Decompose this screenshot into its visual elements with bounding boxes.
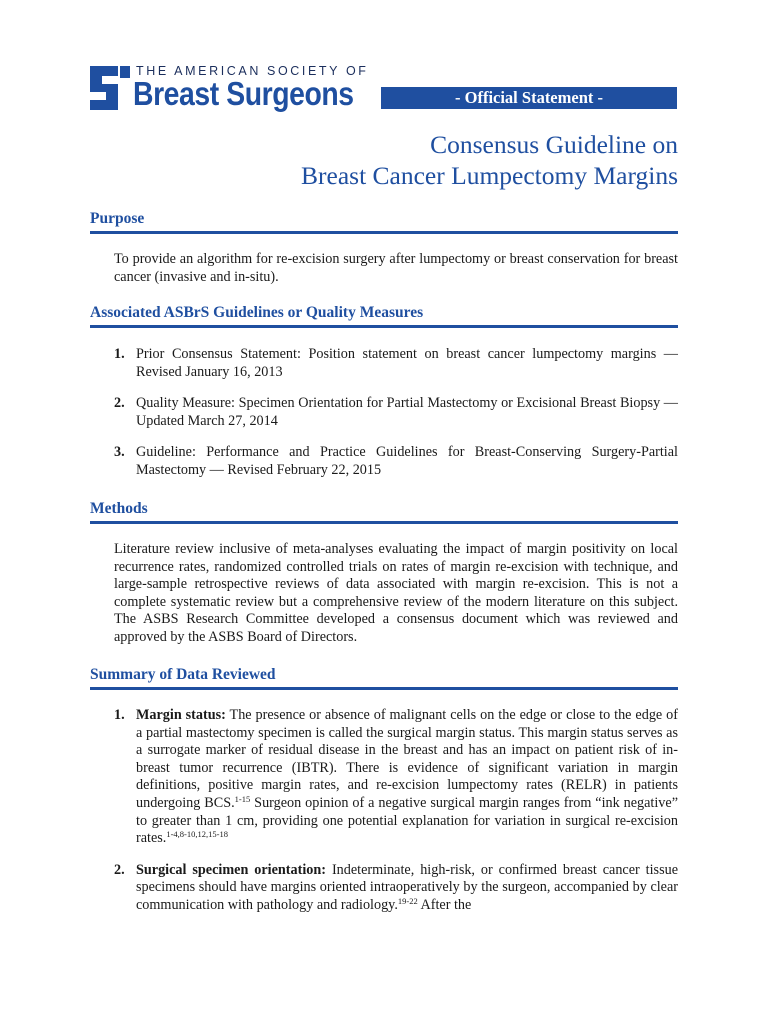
logo-org-line2: Breast Surgeons <box>133 75 354 112</box>
item-lead: Margin status: <box>136 707 226 723</box>
item-text: Quality Measure: Specimen Orientation for Partial Mastectomy or Excisional Breast Biopsy — Updated March 27, 2014 <box>136 395 678 429</box>
citation: 1-4,8-10,12,15-18 <box>166 829 228 840</box>
item-text: Indeterminate, high-risk, or confirmed breast cancer tissue specimens should have margins oriented intraoperatively by the surgeon, accompanied by clear communication with pathology and radiology. <box>136 861 678 913</box>
section-heading-associated: Associated ASBrS Guidelines or Quality Measures <box>90 304 678 328</box>
section-heading-summary: Summary of Data Reviewed <box>90 666 678 690</box>
item-text: Prior Consensus Statement: Position statement on breast cancer lumpectomy margins — Revised January 16, 2013 <box>136 346 678 380</box>
citation: 19-22 <box>397 895 418 906</box>
list-item <box>114 444 678 479</box>
item-number: 1. <box>114 346 125 362</box>
list-item <box>114 862 678 915</box>
item-text: The presence or absence of malignant cells on the edge or close to the edge of a partial mastectomy specimen is called the surgical margin status. This margin status serves as a surrogate marker of residual disease in the breast and has an impact on patient risk of in-breast tumor recurrence (IBTR). There is evidence of significant variation in margin definitions, positive margin rates, and re-excision lumpectomy rates (RELR) in patients undergoing BCS. <box>136 707 678 811</box>
title-line-1: Consensus Guideline on <box>430 130 678 159</box>
item-text: Guideline: Performance and Practice Guidelines for Breast-Conserving Surgery-Partial Mastectomy — Revised February 22, 2015 <box>136 444 678 478</box>
logo-org-line1: THE AMERICAN SOCIETY OF <box>136 64 369 78</box>
associated-list <box>114 346 678 480</box>
item-number: 1. <box>114 707 125 723</box>
document-title <box>78 129 678 191</box>
summary-list <box>114 707 678 915</box>
item-text: After the <box>417 896 472 913</box>
section-heading-methods: Methods <box>90 500 678 524</box>
item-lead: Surgical specimen orientation: <box>136 861 326 878</box>
methods-text: Literature review inclusive of meta-analyses evaluating the impact of margin positivity on local recurrence rates, randomized controlled trials on rates of margin re-excision with technique, and large-sample retrospective reviews of data associated with margin re-excision. This is not a complete systematic review but a comprehensive review of the modern literature on this subject. The ASBS Research Committee developed a consensus document which was reviewed and approved by the ASBS Board of Directors. <box>114 541 678 645</box>
official-statement-banner: - Official Statement - <box>381 87 677 109</box>
list-item <box>114 346 678 381</box>
title-line-2: Breast Cancer Lumpectomy Margins <box>301 161 678 190</box>
citation: 1-15 <box>234 793 251 804</box>
logo-s-mark-icon <box>88 64 132 112</box>
purpose-text: To provide an algorithm for re-excision surgery after lumpectomy or breast conservation for breast cancer (invasive and in-situ). <box>114 251 678 285</box>
item-text: Surgeon opinion of a negative surgical margin ranges from “ink negative” to greater than 1 cm, providing one potential explanation for variation in surgical re-excision rates. <box>136 794 678 847</box>
list-item <box>114 707 678 848</box>
item-number: 2. <box>114 395 125 412</box>
section-heading-purpose: Purpose <box>90 210 678 234</box>
asbrs-logo <box>88 64 378 114</box>
item-number: 2. <box>114 861 125 878</box>
item-number: 3. <box>114 444 125 461</box>
list-item <box>114 395 678 430</box>
